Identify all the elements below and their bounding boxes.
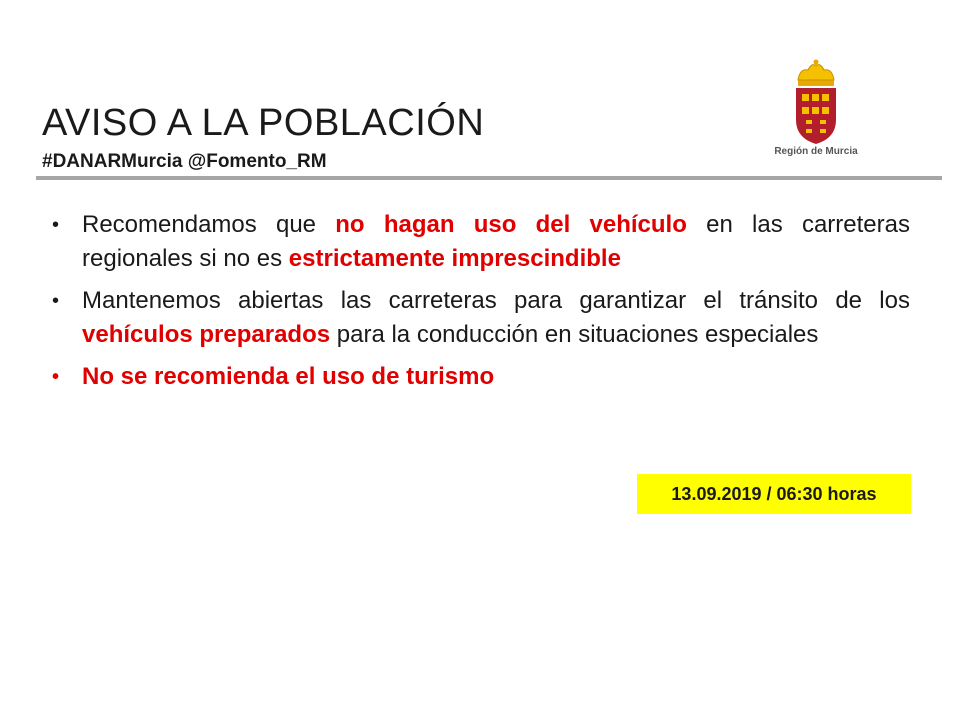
hashtags: #DANARMurcia @Fomento_RM xyxy=(42,151,327,172)
notice-list xyxy=(52,208,910,402)
page-title: AVISO A LA POBLACIÓN xyxy=(42,102,485,144)
crown-icon xyxy=(798,60,834,87)
emphasis-text: estrictamente imprescindible xyxy=(288,245,621,272)
header-divider xyxy=(36,176,942,180)
list-item: • No se recomienda el uso de turismo xyxy=(52,360,910,394)
bullet-icon: • xyxy=(52,214,60,236)
list-item: • Recomendamos que no hagan uso del vehículo en las carreteras regionales si no es estrictamente imprescindible xyxy=(52,208,910,276)
timestamp-badge: 13.09.2019 / 06:30 horas xyxy=(637,474,911,514)
logo-label: Región de Murcia xyxy=(774,146,858,157)
emphasis-text: vehículos preparados xyxy=(82,321,331,348)
emphasis-text: no hagan uso del vehículo xyxy=(335,211,687,238)
list-item: • Mantenemos abiertas las carreteras para garantizar el tránsito de los vehículos preparados para la conducción en situaciones especiales xyxy=(52,284,910,352)
bullet-icon: • xyxy=(52,366,60,388)
bullet-icon: • xyxy=(52,290,60,312)
